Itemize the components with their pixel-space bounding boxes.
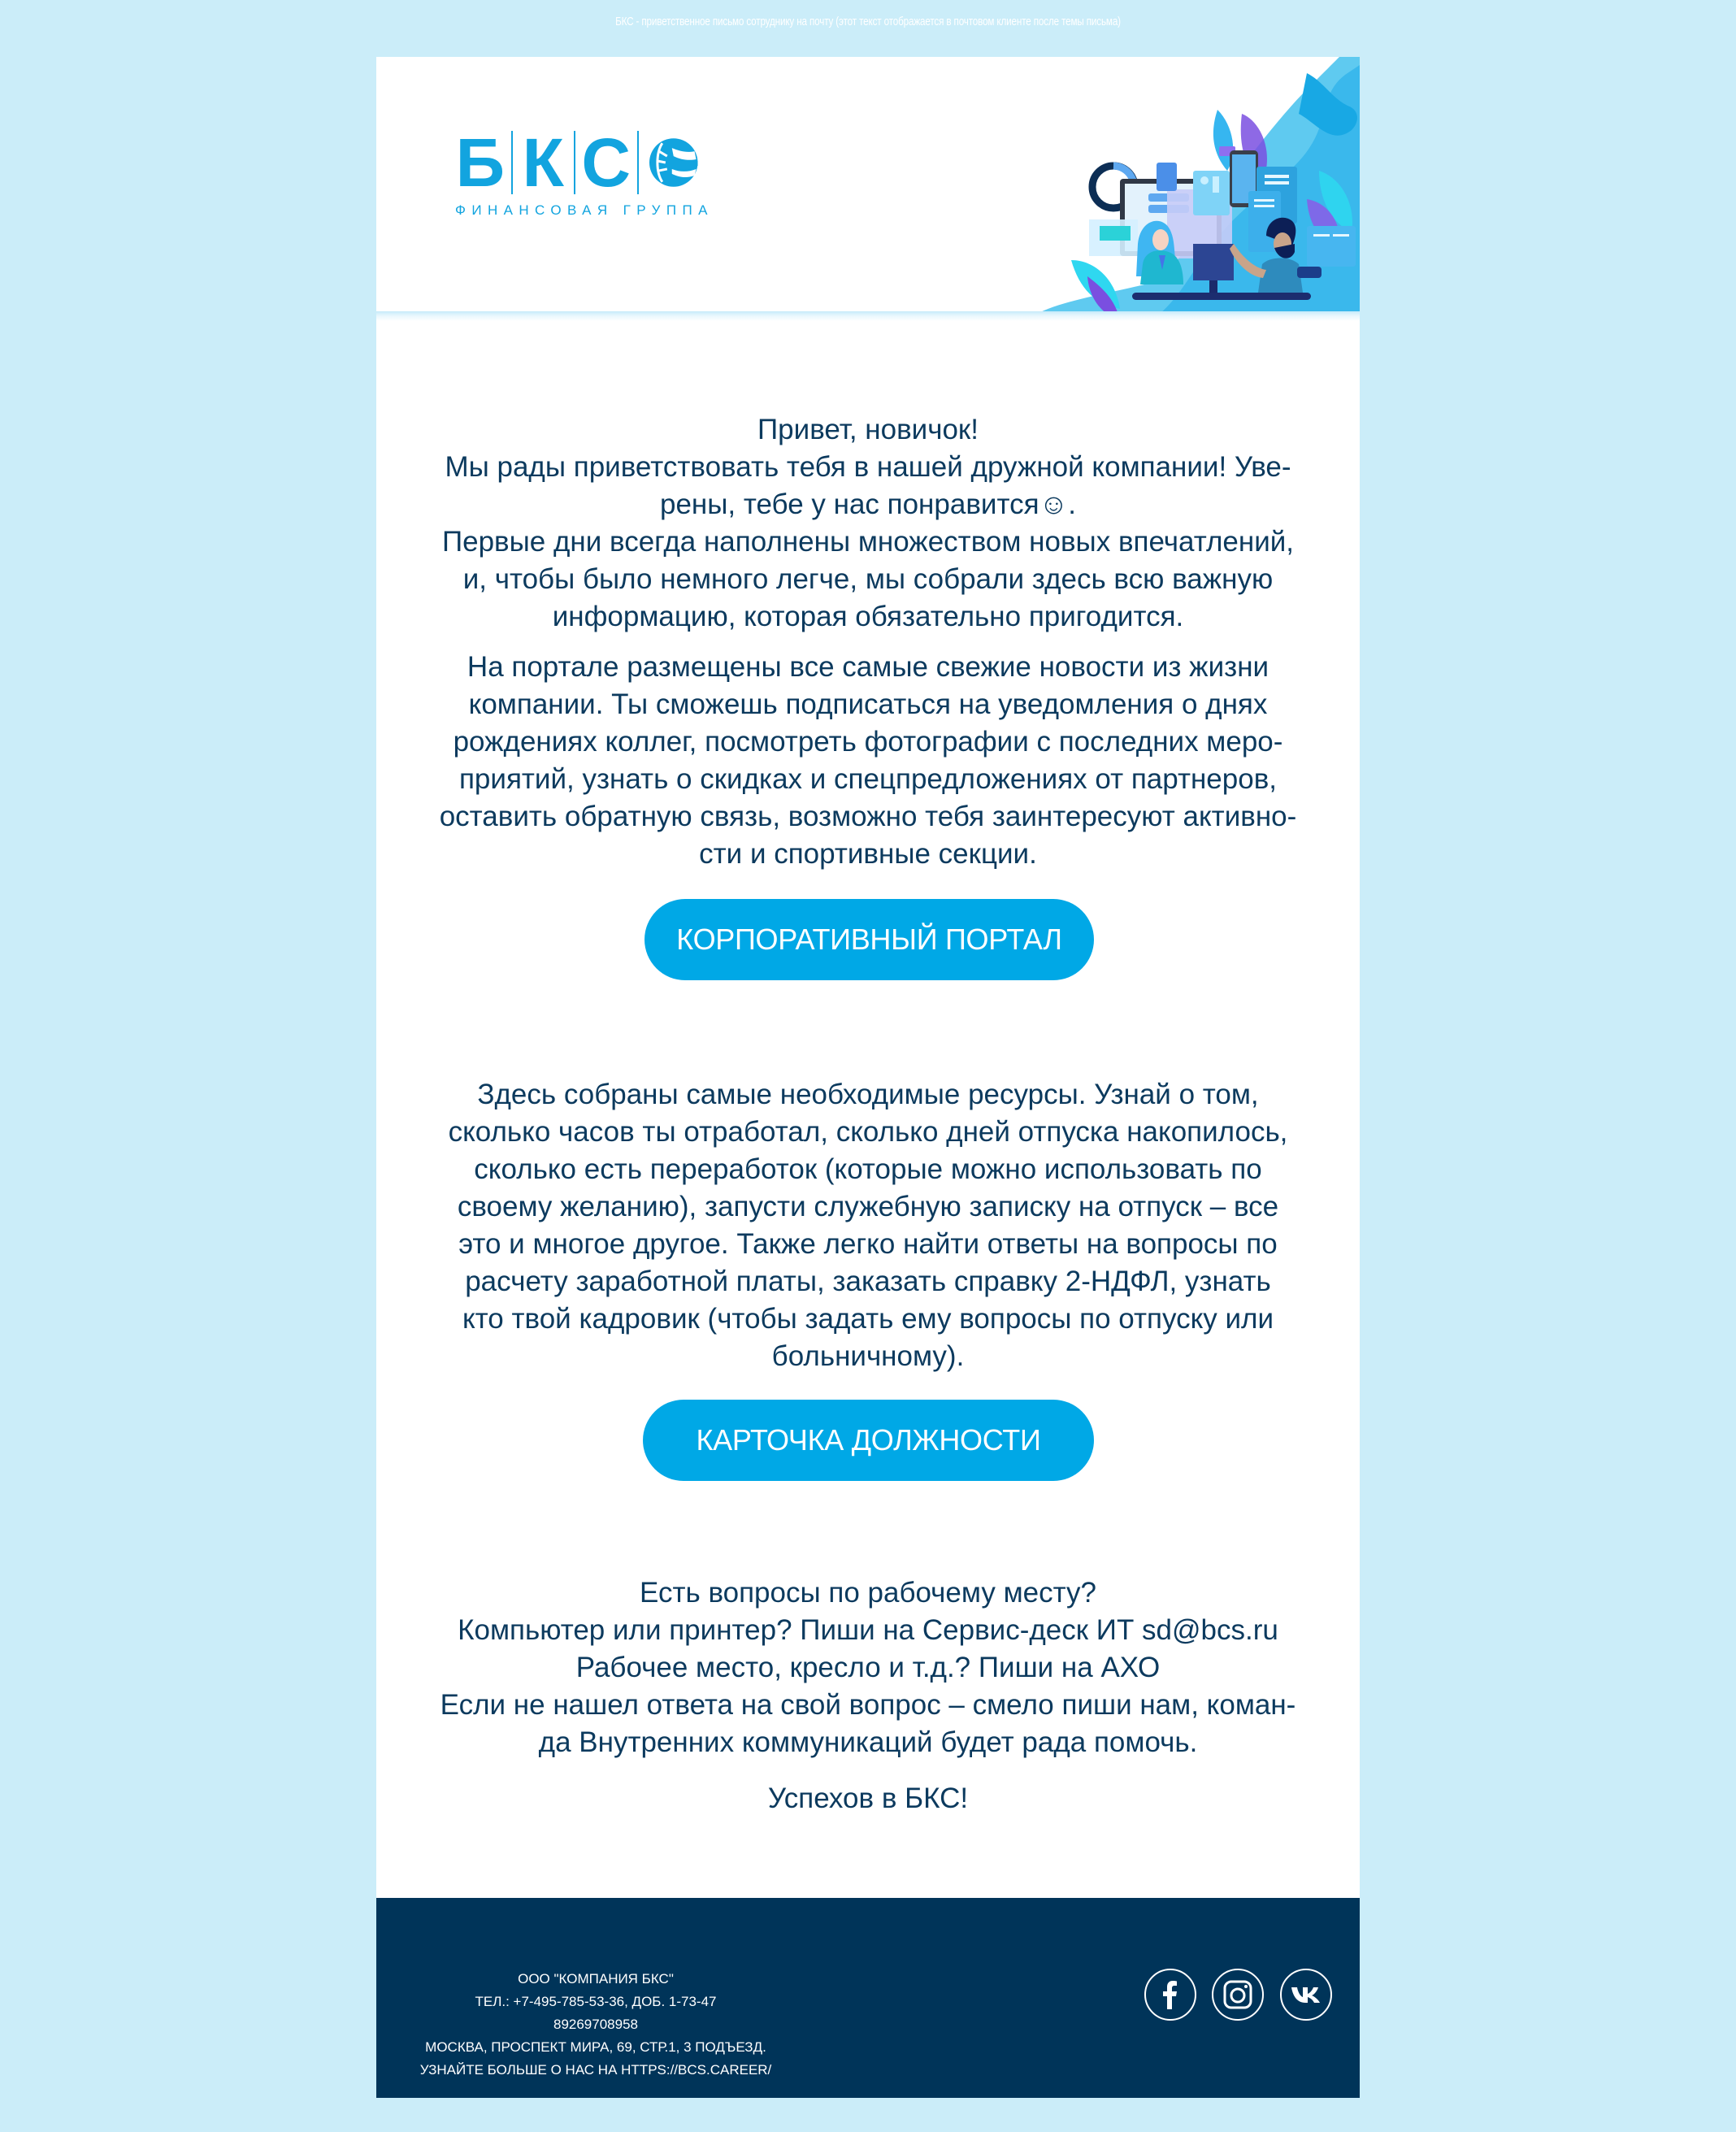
logo-letter: Б	[455, 124, 505, 201]
resources-line: это и многое другое. Также легко найти ответы на вопросы по	[458, 1228, 1278, 1260]
portal-line: приятий, узнать о скидках и спецпредложениях от партнеров,	[458, 763, 1278, 795]
resources-paragraph	[409, 1076, 1327, 1375]
help-line: Если не нашел ответа на свой вопрос – смело пиши нам, коман-	[440, 1689, 1296, 1721]
email-footer	[376, 1898, 1360, 2098]
header-divider	[376, 311, 1360, 321]
workplace-line: Есть вопросы по рабочему месту?	[640, 1577, 1096, 1609]
closing-paragraph	[409, 1780, 1327, 1817]
instagram-icon	[1223, 1980, 1252, 2009]
logo-divider	[574, 131, 575, 194]
portal-line: сти и спортивные секции.	[699, 838, 1037, 870]
logo-mark	[455, 124, 699, 201]
corporate-portal-button[interactable]: КОРПОРАТИВНЫЙ ПОРТАЛ	[644, 899, 1094, 980]
logo-divider	[637, 131, 639, 194]
email-header	[376, 57, 1360, 312]
instagram-button[interactable]	[1212, 1969, 1264, 2021]
workplace-line: Рабочее место, кресло и т.д.? Пиши на АХО	[575, 1652, 1161, 1683]
help-line: да Внутренних коммуникаций будет рада помочь.	[538, 1726, 1198, 1758]
preheader-text: БКС - приветственное письмо сотруднику на почту (этот текст отображается в почтовом клиенте после темы письма)	[615, 15, 1121, 28]
company-address: МОСКВА, ПРОСПЕКТ МИРА, 69, СТР.1, 3 ПОДЪЕЗД.	[425, 2039, 766, 2055]
bcs-logo[interactable]	[455, 124, 714, 219]
resources-line: кто твой кадровик (чтобы задать ему вопросы по отпуску или	[462, 1303, 1274, 1335]
globe-icon	[648, 137, 700, 189]
company-mobile: 89269708958	[553, 2017, 638, 2032]
help-paragraph	[409, 1687, 1327, 1761]
portal-line: компании. Ты сможешь подписаться на уведомления о днях	[468, 688, 1268, 720]
portal-line: На портале размещены все самые свежие новости из жизни	[467, 651, 1269, 683]
portal-paragraph	[409, 649, 1327, 873]
company-phone: ТЕЛ.: +7-495-785-53-36, ДОБ. 1-73-47	[475, 1994, 717, 2009]
vk-button[interactable]	[1280, 1969, 1332, 2021]
workplace-paragraph	[409, 1574, 1327, 1687]
intro-line: и, чтобы было немного легче, мы собрали здесь всю важную	[462, 563, 1274, 595]
resources-line: сколько есть переработок (которые можно использовать по	[474, 1153, 1262, 1185]
logo-subtitle: ФИНАНСОВАЯ ГРУППА	[455, 202, 714, 218]
logo-letter: С	[581, 124, 631, 201]
facebook-icon	[1158, 1980, 1183, 2009]
email-container	[376, 57, 1360, 2098]
greeting: Привет, новичок!	[757, 414, 979, 445]
workplace-line: Компьютер или принтер? Пиши на Сервис-деск ИТ sd@bcs.ru	[458, 1614, 1278, 1646]
portal-line: оставить обратную связь, возможно тебя заинтересуют активно-	[439, 801, 1297, 832]
intro-paragraph	[409, 411, 1327, 636]
company-info	[409, 1911, 783, 2082]
resources-line: расчету заработной платы, заказать справку 2-НДФЛ, узнать	[465, 1266, 1271, 1297]
logo-divider	[511, 131, 513, 194]
intro-line: Первые дни всегда наполнены множеством новых впечатлений,	[441, 526, 1295, 558]
resources-line: больничному).	[771, 1340, 965, 1372]
resources-line: сколько часов ты отработал, сколько дней отпуска накопилось,	[448, 1116, 1288, 1148]
company-name: ООО "КОМПАНИЯ БКС"	[518, 1971, 674, 1987]
intro-line: информацию, которая обязательно пригодится.	[552, 601, 1184, 632]
portal-line: рождениях коллег, посмотреть фотографии с последних меро-	[453, 726, 1283, 758]
company-website[interactable]: УЗНАЙТЕ БОЛЬШЕ О НАС НА HTTPS://BCS.CAREER/	[419, 2062, 772, 2078]
intro-line: Мы рады приветствовать тебя в нашей дружной компании! Уве-	[445, 451, 1291, 483]
intro-line: рены, тебе у нас понравится☺.	[659, 488, 1077, 520]
facebook-button[interactable]	[1144, 1969, 1196, 2021]
job-card-button[interactable]: КАРТОЧКА ДОЛЖНОСТИ	[643, 1400, 1094, 1481]
resources-line: своему желанию), запусти служебную записку на отпуск – все	[457, 1191, 1279, 1222]
logo-letter: К	[522, 124, 564, 201]
closing-line: Успехов в БКС!	[767, 1782, 969, 1814]
vk-icon	[1291, 1986, 1321, 2004]
resources-line: Здесь собраны самые необходимые ресурсы. Узнай о том,	[477, 1079, 1259, 1110]
office-illustration	[1039, 57, 1360, 325]
